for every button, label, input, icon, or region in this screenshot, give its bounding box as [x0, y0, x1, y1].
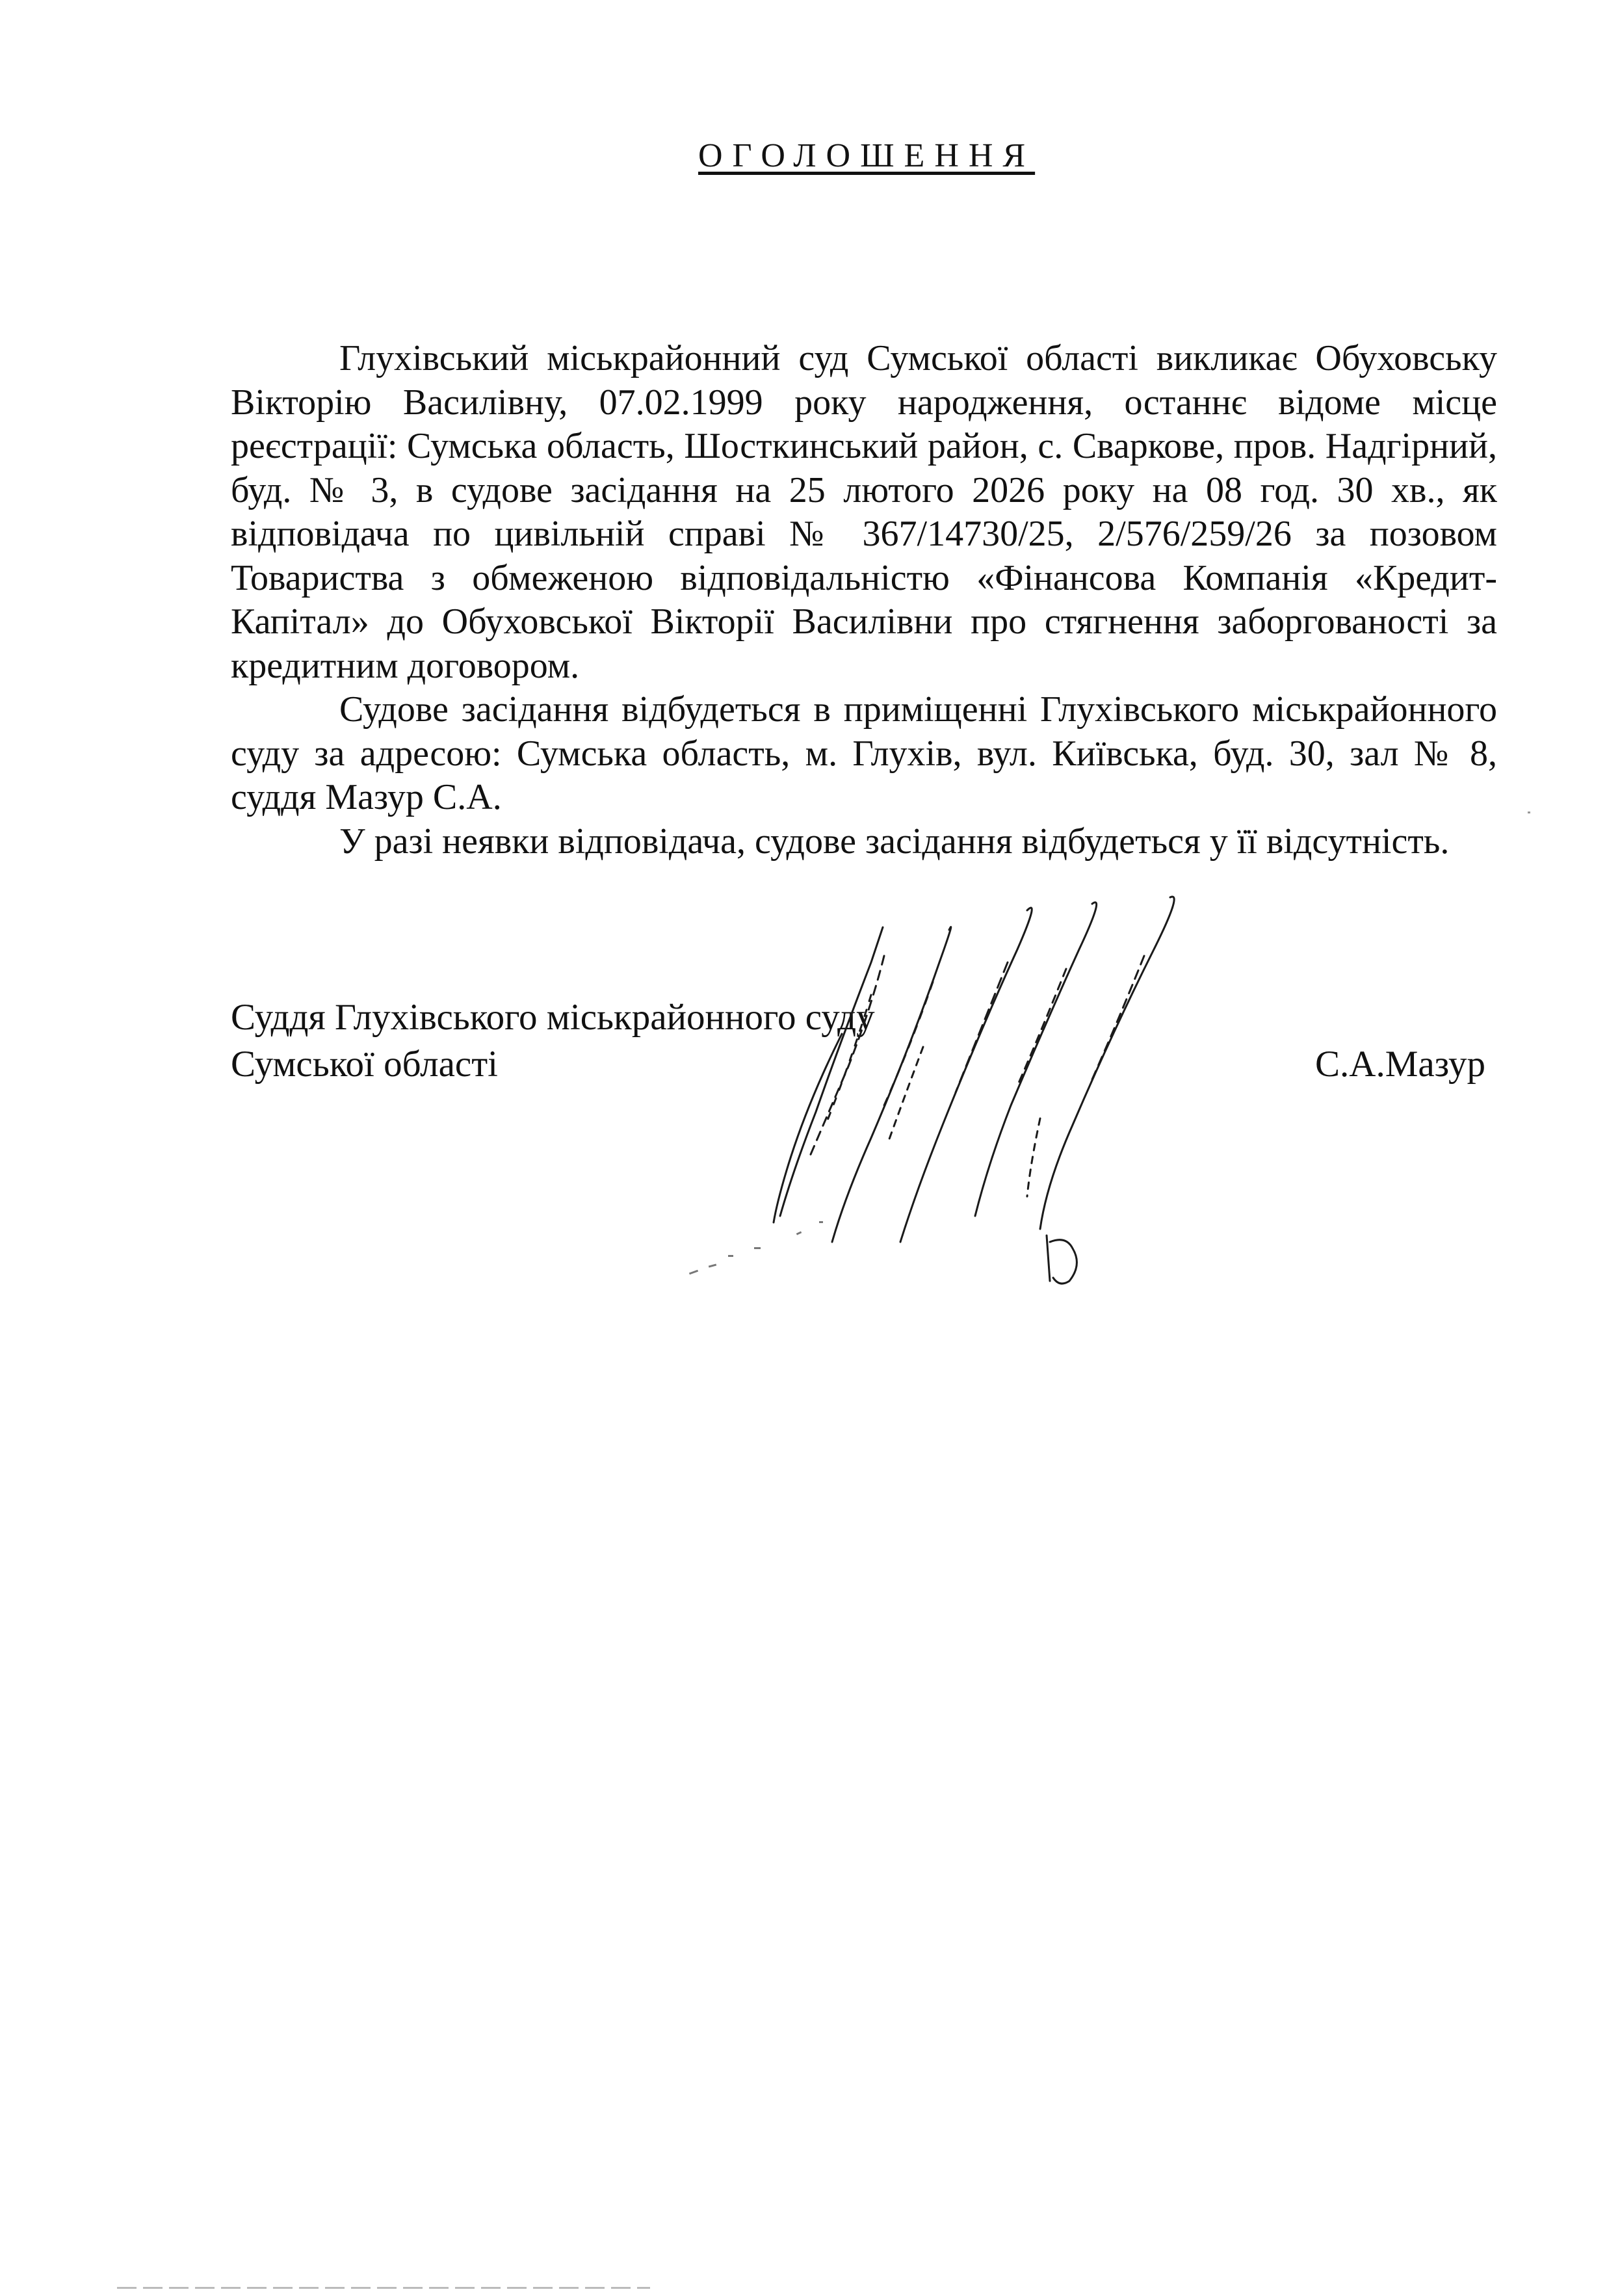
ink-speck — [728, 1255, 733, 1257]
signer-position-line-1: Суддя Глухівського міськрайонного суду — [231, 997, 875, 1038]
announcement-body — [231, 337, 1497, 864]
ink-speck — [1528, 812, 1530, 813]
paragraph-absence: У разі неявки відповідача, судове засідання відбудеться у її відсутність. — [339, 821, 1450, 862]
signer-name: С.А.Мазур — [1315, 1044, 1485, 1085]
ink-speck — [819, 1221, 823, 1223]
ink-speck — [754, 1247, 761, 1249]
document-title: ОГОЛОШЕННЯ — [698, 137, 1036, 174]
scan-edge-artifact — [117, 2287, 650, 2289]
paragraph-venue: Судове засідання відбудеться в приміщенні Глухівського міськрайонного суду за адресою: Сумська область, м. Глухів, вул. Київська, буд. 30, зал № 8, суддя Мазур С.А. — [231, 689, 1497, 817]
handwritten-signature — [676, 891, 1235, 1307]
paragraph-summons: Глухівський міськрайонний суд Сумської області викликає Обуховську Вікторію Василівну, 07.02.1999 року народження, останнє відоме місце реєстрації: Сумська область, Шосткинський район, с. Сваркове, пров. Надгірний, буд. № 3, в судове засідання на 25 лютого 2026 року на 08 год. 30 хв., як відповідача по цивільній справі № 367/14730/25, 2/576/259/26 за позовом Товариства з обмеженою відповідальністю «Фінансова Компанія «Кредит-Капітал» до Обуховської Вікторії Василівни про стягнення заборгованості за кредитним договором. — [231, 338, 1497, 686]
signer-position-line-2: Сумської області — [231, 1044, 498, 1085]
